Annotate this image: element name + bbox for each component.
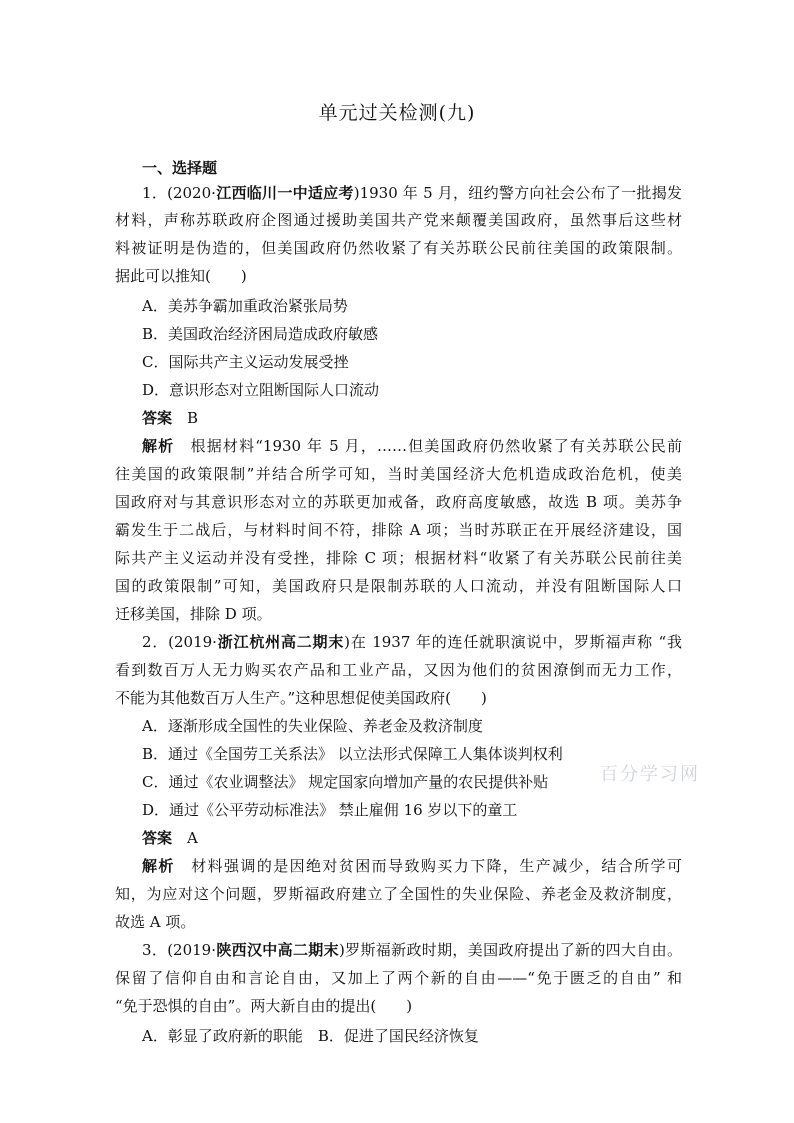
q2-option-b: B．通过《全国劳工关系法》 以立法形式保障工人集体谈判权利 bbox=[142, 745, 563, 763]
q1-explanation-line-6: 国的政策限制”可知，美国政府只是限制苏联的人口流动，并没有阻断国际人口 bbox=[115, 577, 682, 595]
q1-explanation-line-7: 迁移美国，排除 D 项。 bbox=[115, 605, 272, 623]
section-heading: 一、选择题 bbox=[142, 159, 218, 177]
answer-label: 答案 bbox=[142, 829, 173, 847]
q1-source: 江西临川一中适应考 bbox=[215, 184, 354, 202]
answer-label: 答案 bbox=[142, 409, 173, 427]
q2-stem-line-1: 2．(2019·浙江杭州高二期末)在 1937 年的连任就职演说中，罗斯福声称 “我 bbox=[142, 633, 682, 651]
q1-explanation-line-5: 际共产主义运动并没有受挫，排除 C 项；根据材料“收紧了有关苏联公民前往美 bbox=[115, 549, 682, 567]
q1-option-d: D．意识形态对立阻断国际人口流动 bbox=[142, 381, 380, 399]
q1-option-c: C．国际共产主义运动发展受挫 bbox=[142, 353, 349, 371]
q2-explanation-line-2: 知，为应对这个问题，罗斯福政府建立了全国性的失业保险、养老金及救济制度， bbox=[115, 885, 682, 903]
q3-stem-line-3: “免于恐惧的自由”。两大新自由的提出( ) bbox=[115, 997, 413, 1015]
q3-source: 陕西汉中高二期末 bbox=[216, 941, 339, 959]
q2-explanation-line-3: 故选 A 项。 bbox=[115, 913, 196, 931]
analysis-label: 解析 bbox=[142, 857, 175, 875]
q1-explanation-line-1: 解析 根据材料“1930 年 5 月，……但美国政府仍然收紧了有关苏联公民前 bbox=[142, 437, 682, 455]
q1-option-b: B．美国政治经济困局造成政府敏感 bbox=[142, 325, 379, 343]
q2-source: 浙江杭州高二期末 bbox=[216, 633, 345, 651]
q2-stem-line-3: 不能为其他数百万人生产。”这种思想促使美国政府( ) bbox=[115, 689, 487, 707]
page-title: 单元过关检测(九) bbox=[318, 102, 476, 124]
q1-option-a: A．美苏争霸加重政治紧张局势 bbox=[142, 297, 348, 315]
q3-options-ab bbox=[142, 1026, 682, 1046]
q3-option-b: B．促进了国民经济恢复 bbox=[317, 1027, 479, 1045]
q1-explanation-line-4: 霸发生于二战后，与材料时间不符，排除 A 项；当时苏联正在开展经济建设，国 bbox=[115, 521, 682, 539]
q2-option-c: C．通过《农业调整法》 规定国家向增加产量的农民提供补贴 bbox=[142, 773, 549, 791]
q2-stem-line-2: 看到数百万人无力购买农产品和工业产品，又因为他们的贫困潦倒而无力工作， bbox=[115, 661, 682, 679]
q1-stem-line-3: 料被证明是伪造的，但美国政府仍然收紧了有关苏联公民前往美国的政策限制。 bbox=[115, 239, 682, 257]
q2-option-d: D．通过《公平劳动标准法》 禁止雇佣 16 岁以下的童工 bbox=[142, 801, 518, 819]
q2-explanation-line-1: 解析 材料强调的是因绝对贫困而导致购买力下降，生产减少，结合所学可 bbox=[142, 857, 682, 875]
q1-answer-value: B bbox=[187, 409, 199, 427]
q1-stem-line-1: 1．(2020·江西临川一中适应考)1930 年 5 月，纽约警方向社会公布了一批揭发 bbox=[142, 184, 682, 202]
q1-answer bbox=[142, 408, 682, 428]
q2-answer-value: A bbox=[187, 829, 198, 847]
analysis-label: 解析 bbox=[142, 437, 175, 455]
q2-option-a: A．逐渐形成全国性的失业保险、养老金及救济制度 bbox=[142, 717, 483, 735]
q3-stem-line-1: 3．(2019·陕西汉中高二期末)罗斯福新政时期，美国政府提出了新的四大自由。 bbox=[142, 941, 682, 959]
q3-stem-line-2: 保留了信仰自由和言论自由，又加上了两个新的自由——“免于匮乏的自由” 和 bbox=[115, 969, 682, 987]
q1-stem-line-2: 材料，声称苏联政府企图通过援助美国共产党来颠覆美国政府，虽然事后这些材 bbox=[115, 211, 682, 229]
q1-explanation-line-3: 国政府对与其意识形态对立的苏联更加戒备，政府高度敏感，故选 B 项。美苏争 bbox=[115, 493, 682, 511]
q3-option-a: A．彰显了政府新的职能 bbox=[142, 1027, 303, 1045]
q1-stem-line-4: 据此可以推知( ) bbox=[115, 267, 247, 285]
q1-explanation-line-2: 往美国的政策限制”并结合所学可知，当时美国经济大危机造成政治危机，使美 bbox=[115, 465, 682, 483]
q2-answer bbox=[142, 828, 682, 848]
watermark: 百分学习网 bbox=[600, 764, 700, 785]
